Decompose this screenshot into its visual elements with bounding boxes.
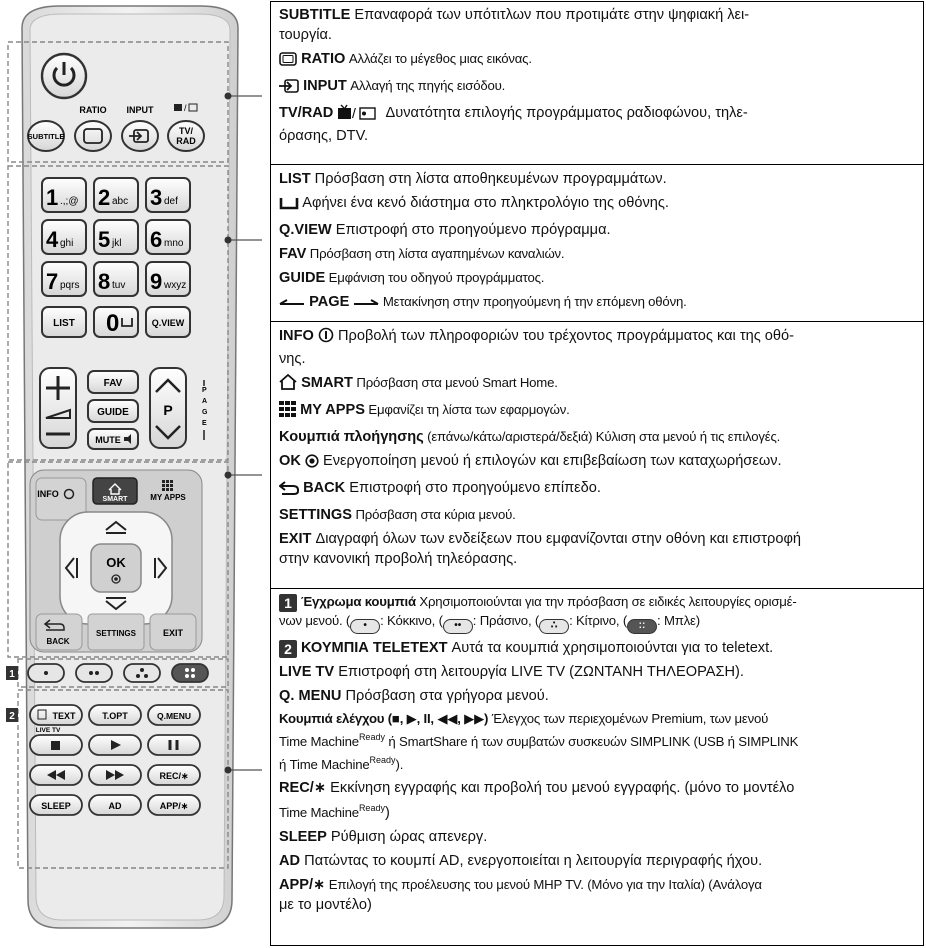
zero-button-label: 0 [106, 310, 120, 337]
green-text: : Πράσινο, ( [472, 613, 540, 628]
subtitle-key: SUBTITLE [279, 7, 351, 23]
yellow-text: : Κίτρινο, ( [569, 613, 628, 628]
info-icon [318, 327, 334, 349]
control-text-5: ). [395, 757, 404, 772]
number-key-5-digit: 5 [98, 227, 111, 252]
myapps-desc [279, 400, 915, 423]
ratio-icon [279, 52, 297, 72]
group-label-2-text: 2 [9, 711, 15, 722]
control-text-4: ή Time Machine [279, 757, 370, 772]
program-label: P [163, 402, 173, 418]
qview-desc [279, 220, 915, 240]
tvrad-text: Δυνατότητα επιλογής προγράμματος ραδιοφώνου, τηλε- [385, 105, 748, 121]
space-text: Αφήνει ένα κενό διάστημα στο πληκτρολόγιο της οθόνης. [299, 195, 669, 211]
list-text: Πρόσβαση στη λίστα αποθηκευμένων προγραμμάτων. [310, 171, 667, 187]
rec-text-3: ) [384, 805, 390, 821]
number-key-1-letters: .,;@ [60, 196, 79, 207]
list-button-label: LIST [53, 318, 75, 329]
page-right-arrow-icon [353, 295, 379, 315]
control-text-2: Time Machine [279, 734, 359, 749]
number-key-2-digit: 2 [98, 185, 111, 210]
rec-button-label: REC/∗ [159, 771, 189, 781]
qmenu-text: Πρόσβαση στα γρήγορα μενού. [341, 688, 549, 704]
ok-button-label: OK [106, 555, 126, 570]
color-key: Έγχρωμα κουμπιά [301, 594, 416, 609]
ready-sup-3: Ready [358, 803, 385, 813]
sleep-key: SLEEP [279, 829, 327, 845]
topt-button-label: T.OPT [102, 711, 128, 721]
subtitle-desc [279, 5, 915, 45]
livetv-text: Επιστροφή στη λειτουργία LIVE TV (ΖΩΝΤΑΝΗ ΤΗΛΕΟΡΑΣΗ). [334, 664, 744, 680]
settings-button-label: SETTINGS [95, 629, 137, 638]
ad-button-label: AD [108, 801, 122, 811]
app-button-label: APP/∗ [159, 801, 189, 811]
tv-rad-label-2: RAD [176, 136, 196, 146]
number-key-4-letters: ghi [60, 238, 74, 249]
app-text: Επιλογή της προέλευσης του μενού MHP TV. (Μόνο για την Ιταλία) (Ανάλογα [325, 877, 762, 892]
home-icon [279, 374, 297, 396]
tv-rad-label-1: TV/ [178, 126, 194, 136]
control-key: Κουμπιά ελέγχου (■, ▶, II, ◀◀, ▶▶) [279, 711, 489, 726]
subtitle-text-2: τουργία. [279, 27, 332, 43]
text-button-label: TEXT [52, 711, 76, 721]
svg-text:/: / [184, 103, 187, 113]
teletext-desc [279, 638, 915, 658]
info-text-2: νης. [279, 351, 306, 367]
ratio-desc [279, 49, 915, 72]
panel-top-buttons [270, 1, 924, 165]
qmenu-desc [279, 686, 915, 706]
guide-key: GUIDE [279, 270, 326, 286]
app-desc [279, 875, 915, 915]
svg-text:P: P [202, 387, 207, 394]
input-key: INPUT [303, 78, 347, 94]
number-badge-2: 2 [279, 640, 297, 658]
settings-text: Πρόσβαση στα κύρια μενού. [351, 507, 516, 522]
group-label-1-text: 1 [9, 669, 15, 680]
livetv-desc [279, 662, 915, 682]
number-key-6-digit: 6 [150, 227, 163, 252]
number-key-2-letters: abc [112, 196, 129, 207]
qview-button-label: Q.VIEW [151, 318, 185, 328]
back-icon [279, 481, 299, 501]
panel-number-keys [270, 164, 924, 322]
guide-desc [279, 268, 915, 288]
number-key-3-digit: 3 [150, 185, 163, 210]
tvrad-desc [279, 103, 915, 146]
fav-text: Πρόσβαση στη λίστα αγαπημένων καναλιών. [306, 246, 565, 261]
myapps-grid-icon [279, 401, 296, 423]
ok-desc [279, 451, 915, 474]
back-key: BACK [303, 480, 346, 496]
smart-text: Πρόσβαση στα μενού Smart Home. [352, 375, 558, 390]
ratio-button[interactable] [75, 121, 111, 151]
settings-desc [279, 505, 915, 525]
number-badge-1: 1 [279, 594, 297, 612]
myapps-text: Εμφανίζει τη λίστα των εφαρμογών. [364, 402, 570, 417]
info-desc [279, 326, 915, 369]
livetv-label: LIVE TV [35, 727, 61, 734]
nav-desc [279, 427, 915, 447]
ratio-text: Αλλάζει το μέγεθος μιας εικόνας. [345, 51, 532, 66]
ad-text: Πατώντας το κουμπί AD, ενεργοποιείται η λειτουργία περιγραφής ήχου. [300, 853, 763, 869]
qview-key: Q.VIEW [279, 222, 332, 238]
qmenu-button-label: Q.MENU [157, 711, 191, 721]
blue-button-icon: :: [627, 619, 657, 634]
number-key-8-digit: 8 [98, 269, 111, 294]
input-icon [279, 79, 299, 99]
exit-key: EXIT [279, 531, 312, 547]
yellow-button[interactable] [124, 664, 160, 682]
number-keypad [42, 178, 190, 296]
number-key-7-digit: 7 [46, 269, 59, 294]
back-button-label: BACK [46, 637, 70, 646]
svg-text:/: / [352, 105, 357, 120]
svg-text:E: E [202, 420, 207, 427]
number-key-1-digit: 1 [46, 185, 59, 210]
red-button-icon: • [350, 619, 380, 634]
tv-radio-icon [337, 104, 377, 126]
page-left-arrow-icon [279, 295, 305, 315]
control-text: Έλεγχος των περιεχομένων Premium, των μενού [488, 711, 769, 726]
input-desc [279, 76, 915, 99]
fav-desc [279, 244, 915, 264]
blue-text: : Μπλε) [657, 613, 700, 628]
teletext-text: Αυτά τα κουμπιά χρησιμοποιούνται για το teletext. [447, 640, 774, 656]
color-desc [279, 593, 915, 634]
ready-sup: Ready [358, 732, 385, 742]
ratio-label: RATIO [79, 105, 107, 115]
number-key-4-digit: 4 [46, 227, 59, 252]
number-key-9-letters: wxyz [164, 280, 187, 291]
page-text: Μετακίνηση στην προηγούμενη ή την επόμενη οθόνη. [379, 294, 687, 309]
app-text-2: με το μοντέλο) [279, 897, 372, 913]
panel-color-teletext [270, 588, 924, 946]
back-desc [279, 478, 915, 501]
exit-text-2: στην κανονική προβολή τηλεόρασης. [279, 551, 518, 567]
tvrad-key: TV/RAD [279, 105, 334, 121]
settings-key: SETTINGS [279, 507, 352, 523]
svg-text:A: A [202, 398, 208, 405]
green-button-icon: •• [443, 619, 473, 634]
list-key: LIST [279, 171, 311, 187]
subtitle-button-label: SUBTITLE [27, 132, 65, 141]
ok-text: Ενεργοποίηση μενού ή επιλογών και επιβεβαίωση των καταχωρήσεων. [318, 453, 782, 469]
description-panels [270, 2, 924, 946]
number-key-7-letters: pqrs [60, 280, 80, 291]
sleep-text: Ρύθμιση ώρας απενεργ. [326, 829, 488, 845]
red-text: : Κόκκινο, ( [380, 613, 443, 628]
info-button-label: INFO [37, 489, 59, 499]
nav-key: Κουμπιά πλοήγησης [279, 429, 424, 445]
rec-text-2: Time Machine [279, 805, 359, 820]
qview-text: Επιστροφή στο προηγούμενο πρόγραμμα. [331, 222, 611, 238]
ratio-key: RATIO [301, 51, 346, 67]
stop-icon [51, 741, 60, 750]
exit-text: Διαγραφή όλων των ενδείξεων που εμφανίζονται στην οθόνη και επιστροφή [311, 531, 802, 547]
yellow-button-icon: ∴ [539, 619, 569, 634]
guide-button-label: GUIDE [97, 407, 129, 418]
page-key: PAGE [309, 294, 350, 310]
smart-button-label: SMART [102, 496, 128, 503]
number-key-8-letters: tuv [112, 280, 126, 291]
svg-text:G: G [202, 409, 208, 416]
myapps-button-label: MY APPS [150, 493, 186, 502]
guide-text: Εμφάνιση του οδηγού προγράμματος. [325, 270, 545, 285]
ready-sup-2: Ready [369, 755, 396, 765]
exit-desc [279, 529, 915, 569]
ok-icon [305, 454, 319, 474]
color-text: Χρησιμοποιούνται για την πρόσβαση σε ειδικές λειτουργίες ορισμέ- [415, 594, 797, 609]
input-text: Αλλαγή της πηγής εισόδου. [346, 78, 506, 93]
qmenu-key: Q. MENU [279, 688, 342, 704]
sleep-button-label: SLEEP [41, 801, 71, 811]
color-text-2: νων μενού. ( [279, 613, 351, 628]
remote-control-illustration [0, 0, 262, 948]
blue-button[interactable] [172, 664, 208, 682]
teletext-key: ΚΟΥΜΠΙΑ TELETEXT [301, 640, 448, 656]
pause-button[interactable] [148, 735, 200, 755]
number-key-5-letters: jkl [112, 238, 122, 249]
number-key-3-letters: def [164, 196, 178, 207]
exit-button-label: EXIT [162, 628, 184, 638]
input-label: INPUT [126, 105, 154, 115]
space-icon [279, 196, 299, 216]
fav-key: FAV [279, 246, 307, 262]
space-desc [279, 193, 915, 216]
number-key-9-digit: 9 [150, 269, 163, 294]
list-desc [279, 169, 915, 189]
panel-navigation [270, 321, 924, 589]
mute-button-label: MUTE [95, 435, 121, 445]
rec-text: Εκκίνηση εγγραφής και προβολή του μενού εγγραφής. (μόνο το μοντέλο [326, 780, 795, 796]
control-desc [279, 710, 915, 774]
myapps-key: MY APPS [300, 402, 365, 418]
fav-button-label: FAV [103, 378, 123, 389]
green-button[interactable] [76, 664, 112, 682]
subtitle-text: Επαναφορά των υπότιτλων που προτιμάτε στην ψηφιακή λει- [350, 7, 750, 23]
info-text: Προβολή των πληροφοριών του τρέχοντος προγράμματος και της οθό- [333, 328, 795, 344]
rec-key: REC/∗ [279, 780, 327, 796]
info-key: INFO [279, 328, 314, 344]
nav-text: (επάνω/κάτω/αριστερά/δεξιά) Κύλιση στα μενού ή τις επιλογές. [423, 429, 781, 444]
sleep-desc [279, 827, 915, 847]
ad-key: AD [279, 853, 301, 869]
control-text-3: ή SmartShare ή των συμβατών συσκευών SIMPLINK (USB ή SIMPLINK [384, 734, 799, 749]
rec-desc [279, 778, 915, 823]
livetv-key: LIVE TV [279, 664, 335, 680]
back-text: Επιστροφή στο προηγούμενο επίπεδο. [345, 480, 601, 496]
tvrad-text-2: όρασης, DTV. [279, 128, 369, 144]
smart-desc [279, 373, 915, 396]
myapps-grid-icon [162, 480, 173, 491]
ad-desc [279, 851, 915, 871]
smart-key: SMART [301, 375, 353, 391]
page-desc [279, 292, 915, 315]
ok-key: OK [279, 453, 301, 469]
number-key-6-letters: mno [164, 238, 184, 249]
power-button[interactable] [42, 54, 86, 98]
app-key: APP/∗ [279, 877, 326, 893]
